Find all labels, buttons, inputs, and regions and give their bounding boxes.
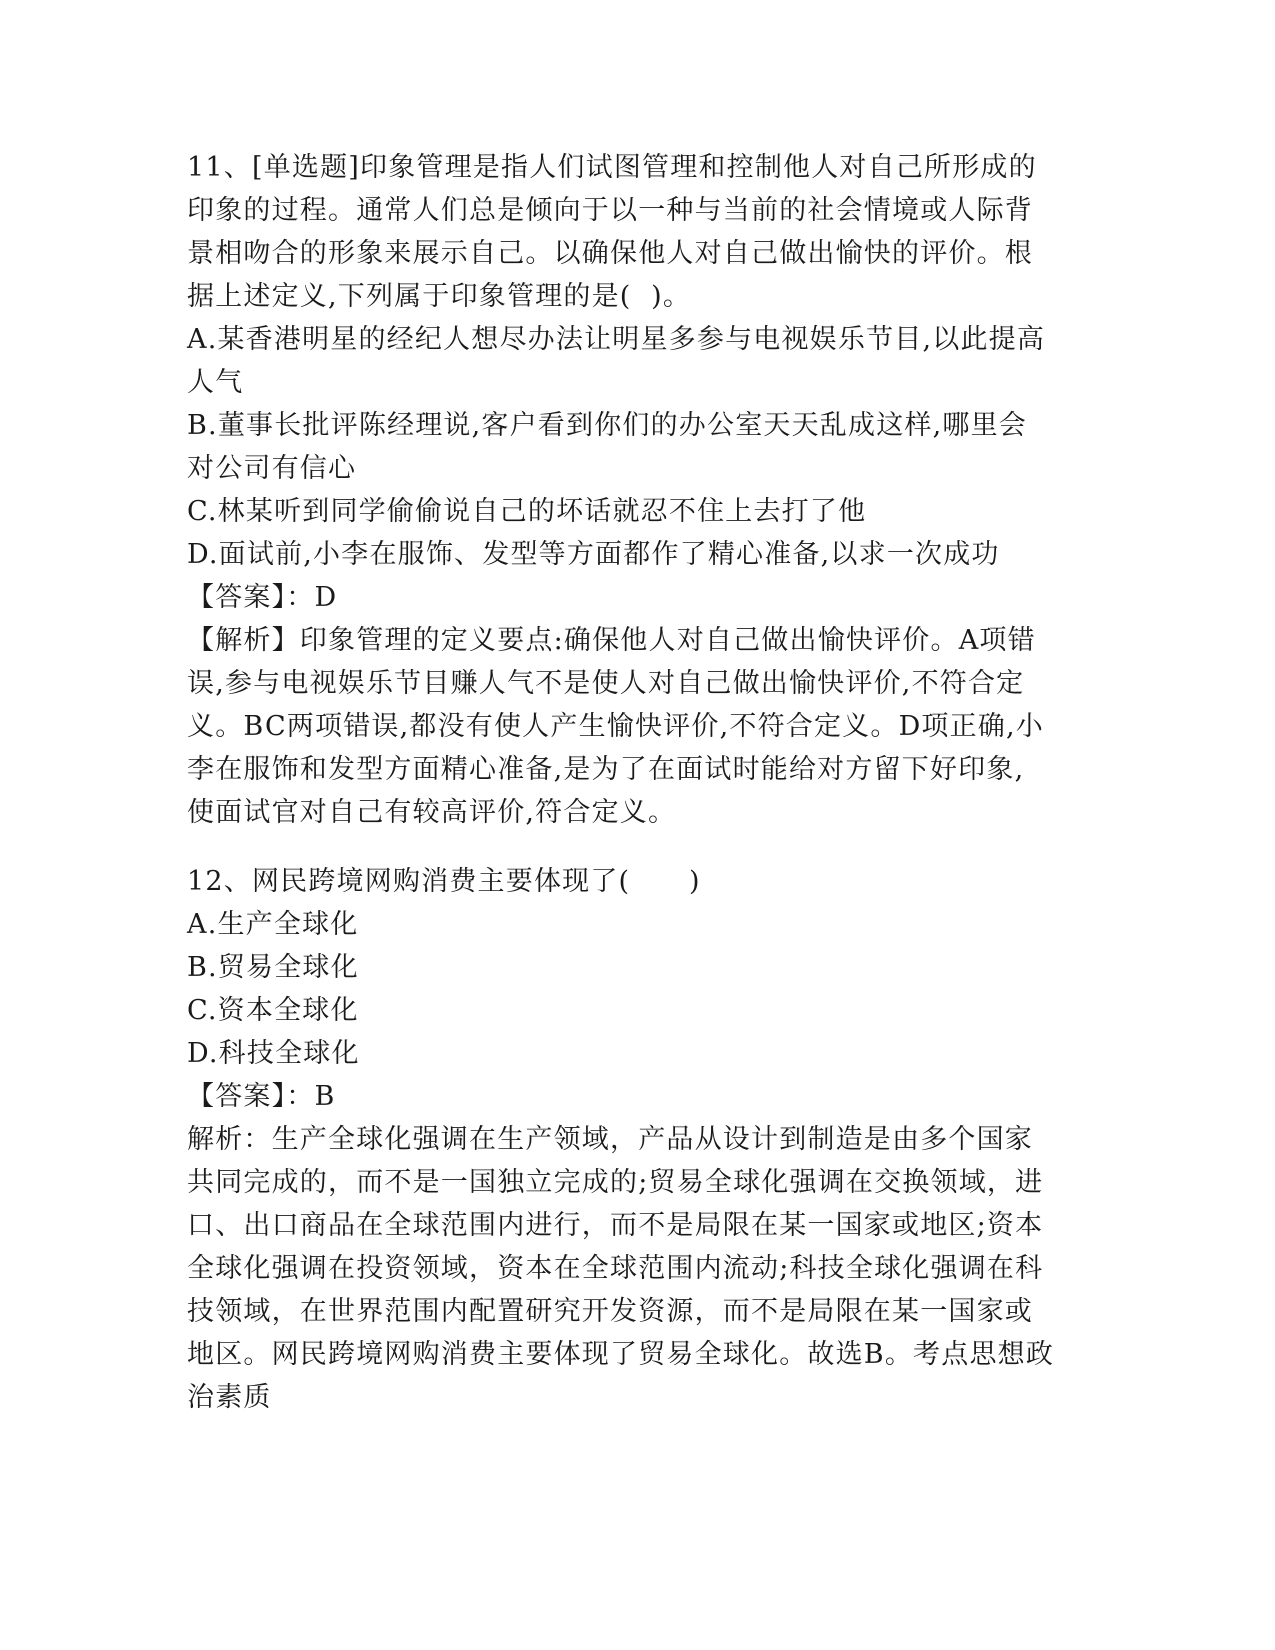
- question-11-stem: [187, 146, 1087, 318]
- explanation-line: 使面试官对自己有较高评价,符合定义。: [187, 797, 677, 828]
- explanation-line: 口、出口商品在全球范围内进行，而不是局限在某一国家或地区;资本: [187, 1210, 1044, 1241]
- question-11-option-a: [187, 318, 1087, 404]
- explanation-line: 地区。网民跨境网购消费主要体现了贸易全球化。故选B。考点思想政: [187, 1339, 1055, 1370]
- question-12-option-c: C.资本全球化: [187, 995, 359, 1026]
- explanation-line: 误,参与电视娱乐节目赚人气不是使人对自己做出愉快评价,不符合定: [187, 668, 1025, 699]
- explanation-line: 李在服饰和发型方面精心准备,是为了在面试时能给对方留下好印象,: [187, 754, 1025, 785]
- explanation-line: 全球化强调在投资领域，资本在全球范围内流动;科技全球化强调在科: [187, 1253, 1044, 1284]
- question-12-answer: 【答案】：B: [187, 1081, 336, 1112]
- explanation-line: 【解析】印象管理的定义要点:确保他人对自己做出愉快评价。A项错: [187, 625, 1036, 656]
- question-12-explanation: [187, 1118, 1087, 1419]
- question-11-answer: 【答案】：D: [187, 582, 338, 613]
- question-12-option-a: A.生产全球化: [187, 909, 359, 940]
- option-line: C.林某听到同学偷偷说自己的坏话就忍不住上去打了他: [187, 496, 867, 527]
- explanation-line: 技领域，在世界范围内配置研究开发资源，而不是局限在某一国家或: [187, 1296, 1033, 1327]
- question-separator: [187, 834, 1087, 860]
- option-line: 对公司有信心: [187, 453, 357, 484]
- question-12-stem: 12、网民跨境网购消费主要体现了( ): [187, 866, 701, 897]
- question-12: [187, 860, 1087, 1419]
- explanation-line: 解析：生产全球化强调在生产领域，产品从设计到制造是由多个国家: [187, 1124, 1033, 1155]
- stem-line: 印象的过程。通常人们总是倾向于以一种与当前的社会情境或人际背: [187, 195, 1033, 226]
- question-12-option-d: D.科技全球化: [187, 1038, 360, 1069]
- explanation-line: 义。BC两项错误,都没有使人产生愉快评价,不符合定义。D项正确,小: [187, 711, 1044, 742]
- option-line: 人气: [187, 367, 244, 398]
- document-content: [187, 146, 1087, 1419]
- stem-line: 11、[单选题]印象管理是指人们试图管理和控制他人对自己所形成的: [187, 152, 1037, 183]
- question-11-option-b: [187, 404, 1087, 490]
- option-line: B.董事长批评陈经理说,客户看到你们的办公室天天乱成这样,哪里会: [187, 410, 1027, 441]
- explanation-line: 共同完成的，而不是一国独立完成的;贸易全球化强调在交换领域，进: [187, 1167, 1044, 1198]
- stem-line: 景相吻合的形象来展示自己。以确保他人对自己做出愉快的评价。根: [187, 238, 1033, 269]
- option-line: D.面试前,小李在服饰、发型等方面都作了精心准备,以求一次成功: [187, 539, 1000, 570]
- question-11-explanation: [187, 619, 1087, 834]
- stem-line: 据上述定义,下列属于印象管理的是( )。: [187, 281, 692, 312]
- explanation-line: 治素质: [187, 1382, 272, 1413]
- question-11: [187, 146, 1087, 834]
- option-line: A.某香港明星的经纪人想尽办法让明星多参与电视娱乐节目,以此提高: [187, 324, 1046, 355]
- question-11-option-d: [187, 533, 1087, 576]
- question-11-option-c: [187, 490, 1087, 533]
- question-12-option-b: B.贸易全球化: [187, 952, 359, 983]
